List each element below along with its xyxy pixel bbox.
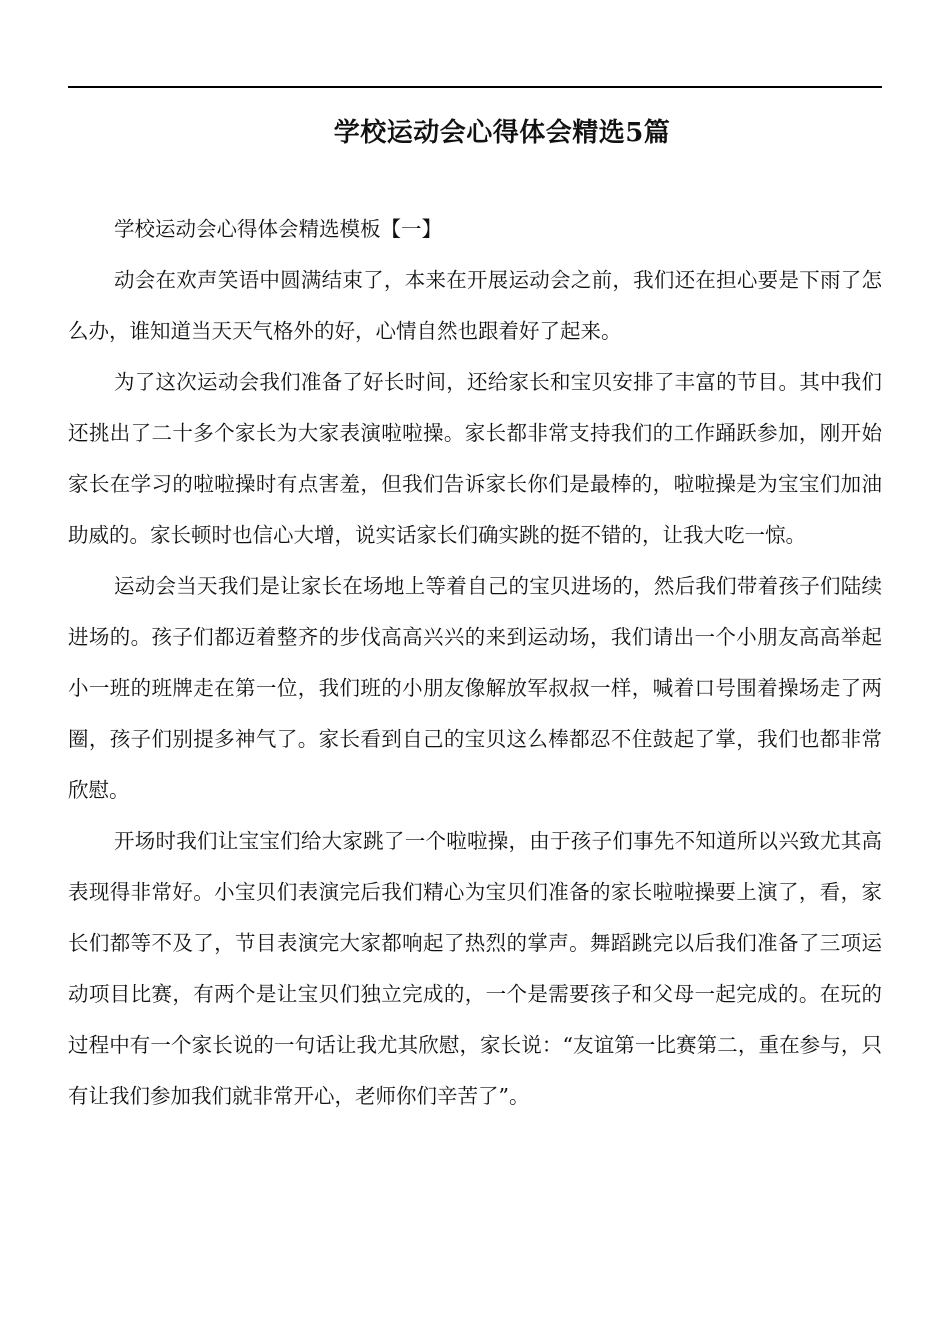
paragraph: 开场时我们让宝宝们给大家跳了一个啦啦操，由于孩子们事先不知道所以兴致尤其高表现得非常好。小宝贝们表演完后我们精心为宝贝们准备的家长啦啦操要上演了，看，家长们都等不及了，节目表演完大家都响起了热烈的掌声。舞蹈跳完以后我们准备了三项运动项目比赛，有两个是让宝贝们独立完成的，一个是需要孩子和父母一起完成的。在玩的过程中有一个家长说的一句话让我尤其欣慰，家长说：“友谊第一比赛第二，重在参与，只有让我们参加我们就非常开心，老师你们辛苦了”。 [68, 829, 882, 1108]
page-title: 学校运动会心得体会精选5篇 [333, 118, 671, 149]
document-body [68, 204, 882, 1122]
paragraph: 动会在欢声笑语中圆满结束了，本来在开展运动会之前，我们还在担心要是下雨了怎么办，谁知道当天天气格外的好，心情自然也跟着好了起来。 [68, 268, 882, 343]
header-rule [68, 86, 882, 88]
paragraph: 运动会当天我们是让家长在场地上等着自己的宝贝进场的，然后我们带着孩子们陆续进场的。孩子们都迈着整齐的步伐高高兴兴的来到运动场，我们请出一个小朋友高高举起小一班的班牌走在第一位，我们班的小朋友像解放军叔叔一样，喊着口号围着操场走了两圈，孩子们别提多神气了。家长看到自己的宝贝这么棒都忍不住鼓起了掌，我们也都非常欣慰。 [68, 574, 882, 802]
section-heading: 学校运动会心得体会精选模板【一】 [114, 217, 442, 241]
paragraph: 为了这次运动会我们准备了好长时间，还给家长和宝贝安排了丰富的节目。其中我们还挑出了二十多个家长为大家表演啦啦操。家长都非常支持我们的工作踊跃参加，刚开始家长在学习的啦啦操时有点害羞，但我们告诉家长你们是最棒的，啦啦操是为宝宝们加油助威的。家长顿时也信心大增，说实话家长们确实跳的挺不错的，让我大吃一惊。 [68, 370, 882, 547]
